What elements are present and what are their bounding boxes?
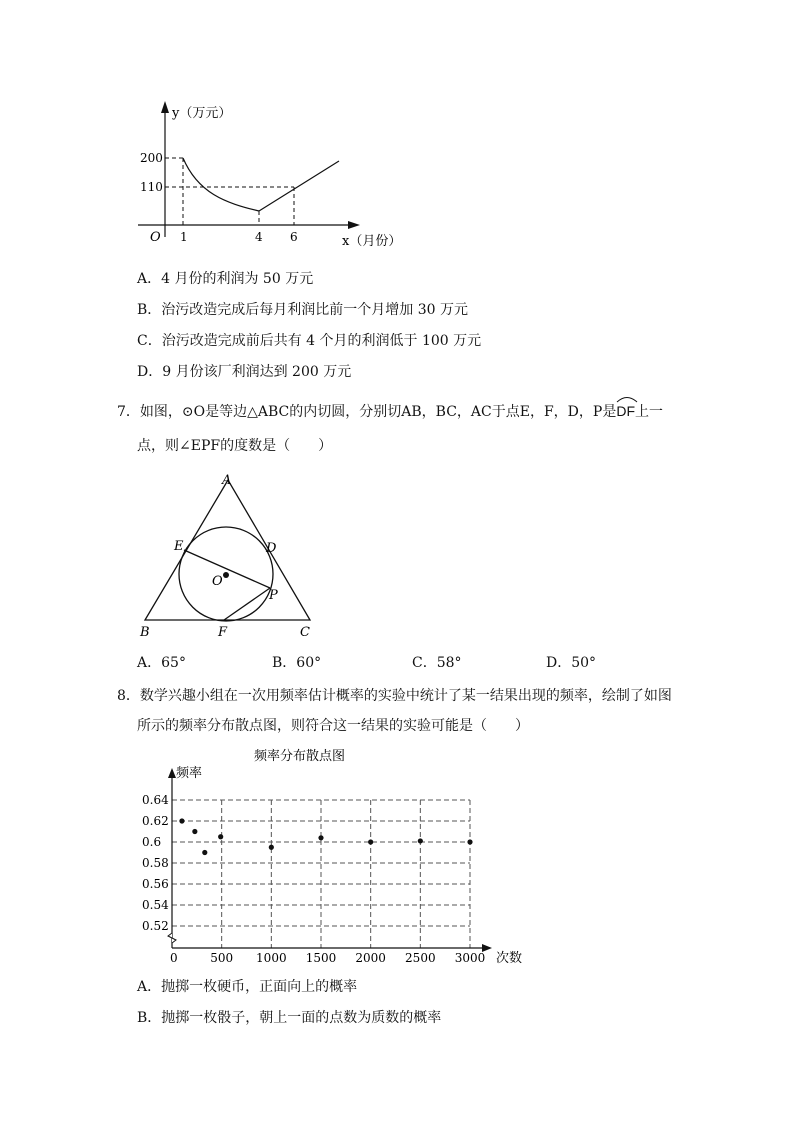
q6-option-a-text: 4 月份的利润为 50 万元 [161, 271, 314, 287]
q8-option-a[interactable]: A．抛掷一枚硬币，正面向上的概率 [137, 979, 358, 995]
data-point-8 [467, 839, 472, 844]
q6-option-d-text: 9 月份该厂利润达到 200 万元 [162, 364, 352, 380]
arc-symbol-icon [616, 395, 638, 403]
data-point-3 [218, 834, 223, 839]
q8-stem: 数学兴趣小组在一次用频率估计概率的实验中统计了某一结果出现的频率，绘制了如图 [139, 688, 672, 704]
q8-line2: 所示的频率分布散点图，则符合这一结果的实验可能是（ ） [137, 718, 529, 734]
xtick-5: 2500 [405, 951, 436, 965]
chart-y-arrow [168, 768, 176, 778]
triangle-figure [130, 470, 330, 642]
chart-ylabel: 频率 [176, 766, 203, 781]
data-point-6 [368, 839, 373, 844]
q7-option-d[interactable]: D．50° [546, 655, 597, 671]
segment-ep [184, 550, 270, 588]
segment-fp [224, 588, 270, 620]
data-point-2 [202, 850, 207, 855]
profit-line [259, 161, 339, 211]
q7-option-c[interactable]: C．58° [412, 655, 462, 671]
axis-break-icon [168, 933, 176, 943]
ytick-2: 0.56 [142, 877, 169, 891]
q7-arc-label: DF [616, 401, 635, 422]
profit-xtick-4: 4 [255, 230, 263, 244]
data-point-5 [318, 835, 323, 840]
data-point-0 [179, 818, 184, 823]
profit-ytick-200: 200 [140, 151, 163, 165]
data-point-7 [418, 838, 423, 843]
ytick-3: 0.58 [142, 856, 169, 870]
point-c: C [300, 625, 310, 640]
q6-option-a-letter: A． [137, 271, 162, 287]
point-b: B [140, 625, 150, 640]
data-point-1 [192, 829, 197, 834]
point-e: E [174, 539, 184, 554]
center-dot [223, 572, 229, 578]
profit-x-arrow [348, 221, 360, 229]
q7-option-b[interactable]: B．60° [272, 655, 322, 671]
profit-xtick-6: 6 [290, 230, 298, 244]
profit-y-label: y（万元） [172, 106, 232, 121]
q7-stem: 如图，⊙O是等边△ABC的内切圆，分别切AB，BC，AC于点E，F，D，P是 [139, 404, 617, 420]
triangle-abc [145, 480, 310, 620]
q6-option-b-letter: B． [137, 302, 162, 318]
xtick-4: 2000 [355, 951, 386, 965]
ytick-4: 0.6 [142, 835, 162, 849]
q6-option-c[interactable] [137, 331, 481, 351]
q7-number: 7． [117, 404, 140, 420]
frequency-scatter-chart [130, 740, 540, 970]
xtick-6: 3000 [454, 951, 486, 965]
profit-graph [120, 95, 430, 265]
point-o: O [212, 574, 223, 589]
q7-line1 [117, 401, 663, 422]
point-a: A [222, 473, 232, 488]
q6-option-b[interactable] [137, 300, 468, 320]
point-f: F [218, 625, 228, 640]
xtick-0: 0 [170, 951, 178, 965]
q8-number: 8． [117, 688, 140, 704]
q7-option-a[interactable]: A．65° [137, 655, 186, 671]
point-d: D [266, 541, 277, 556]
xtick-3: 1500 [305, 951, 337, 965]
data-point-4 [269, 845, 274, 850]
q6-option-a[interactable] [137, 269, 313, 289]
profit-curve [183, 158, 259, 211]
xtick-2: 1000 [256, 951, 287, 965]
ytick-6: 0.64 [142, 793, 169, 807]
ytick-1: 0.54 [142, 898, 169, 912]
profit-x-label: x（月份） [342, 234, 402, 249]
point-p: P [269, 588, 278, 603]
ytick-5: 0.62 [142, 814, 169, 828]
chart-x-arrow [482, 944, 492, 952]
q6-option-c-text: 治污改造完成前后共有 4 个月的利润低于 100 万元 [161, 333, 482, 349]
profit-origin: O [150, 230, 161, 245]
ytick-0: 0.52 [142, 919, 169, 933]
q7-line2: 点，则∠EPF的度数是（ ） [137, 438, 333, 454]
q6-option-d-letter: D． [137, 364, 163, 380]
xtick-1: 500 [210, 951, 234, 965]
q6-option-c-letter: C． [137, 333, 162, 349]
chart-title: 频率分布散点图 [254, 749, 346, 764]
profit-xtick-1: 1 [180, 230, 188, 244]
q8-line1 [117, 686, 672, 706]
profit-ytick-110: 110 [140, 180, 163, 194]
profit-y-arrow [161, 101, 169, 113]
chart-xlabel: 次数 [496, 951, 523, 966]
q7-stem-end: 上一 [635, 404, 663, 420]
q6-option-b-text: 治污改造完成后每月利润比前一个月增加 30 万元 [161, 302, 469, 318]
q6-option-d[interactable] [137, 362, 351, 382]
q8-option-b[interactable]: B．抛掷一枚骰子，朝上一面的点数为质数的概率 [137, 1010, 442, 1026]
